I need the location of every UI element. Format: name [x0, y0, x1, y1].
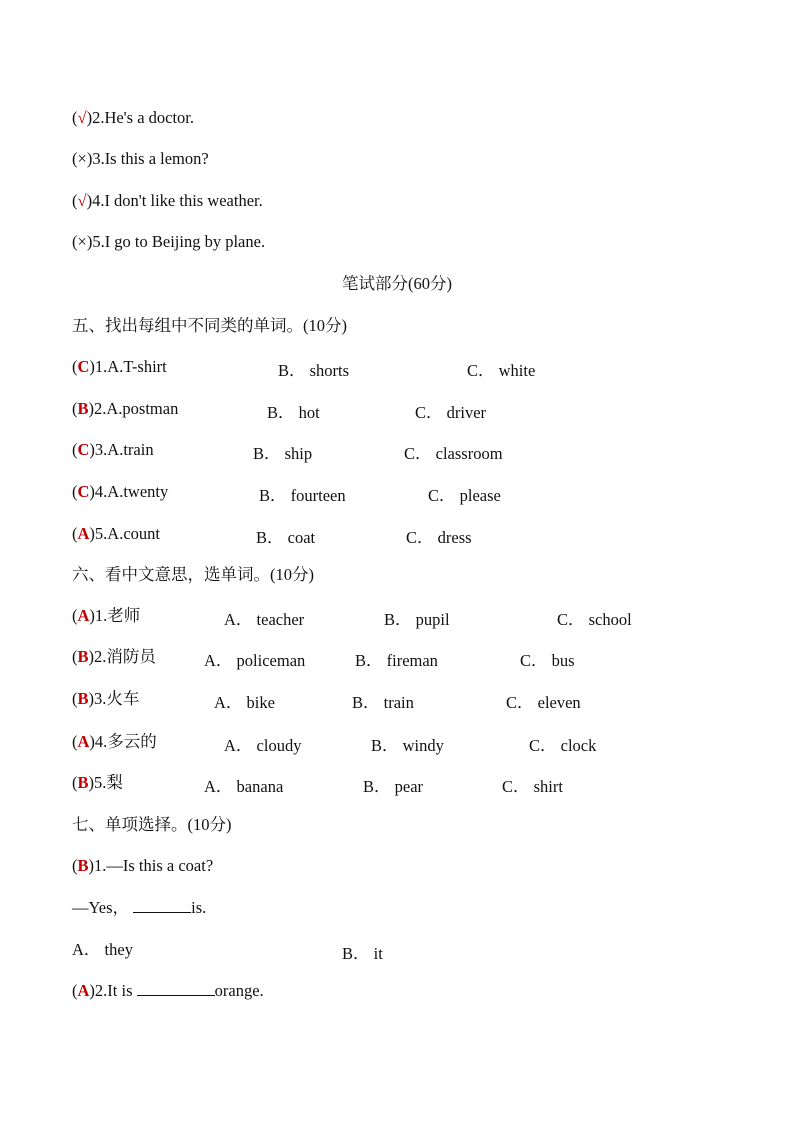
option-c: C． shirt: [502, 777, 563, 796]
option-b: B． fireman: [355, 651, 438, 670]
sec7-item-2: (A)2.It is orange.: [72, 981, 264, 1000]
option-a: A． teacher: [224, 610, 305, 629]
cross-mark: ×: [77, 149, 87, 168]
option-a: A． banana: [204, 777, 284, 796]
sec7-item-1: (B)1.—Is this a coat?: [72, 856, 214, 875]
option-a: A． cloudy: [224, 736, 302, 755]
answer: A: [77, 524, 90, 543]
option-c: C． school: [557, 610, 632, 629]
answer: B: [77, 399, 89, 418]
section-6-title: 六、看中文意思，选单词。(10分): [72, 565, 314, 584]
option-c: C． driver: [415, 403, 487, 422]
sec6-item-3: (B)3.火车: [72, 689, 140, 708]
check-mark: √: [77, 191, 87, 210]
option-a: A． policeman: [204, 651, 306, 670]
judge-item-4: (√)4.I don't like this weather.: [72, 191, 263, 210]
section-7-title: 七、单项选择。(10分): [72, 815, 232, 834]
option-b: B． coat: [256, 528, 316, 547]
answer: A: [77, 981, 90, 1000]
option-b: B． fourteen: [259, 486, 346, 505]
judge-item-3: (×)3.Is this a lemon?: [72, 149, 209, 168]
sec5-item-5: (A)5.A.count: [72, 524, 160, 543]
option-b: B． train: [352, 693, 414, 712]
answer: B: [77, 856, 89, 875]
check-mark: √: [77, 108, 87, 127]
option-b: B． pupil: [384, 610, 450, 629]
sec5-item-2: (B)2.A.postman: [72, 399, 179, 418]
answer: B: [77, 647, 89, 666]
answer: A: [77, 732, 90, 751]
answer: B: [77, 773, 89, 792]
option-c: C． please: [428, 486, 501, 505]
option-c: C． dress: [406, 528, 472, 547]
option-b: B． shorts: [278, 361, 350, 380]
sec7-item-1-option-a: A． they: [72, 940, 133, 959]
section-5-title: 五、找出每组中不同类的单词。(10分): [72, 316, 347, 335]
answer-blank: [133, 898, 191, 913]
answer-blank: [137, 981, 215, 996]
option-c: C． eleven: [506, 693, 581, 712]
option-b: B． ship: [253, 444, 313, 463]
sec5-item-3: (C)3.A.train: [72, 440, 154, 459]
option-c: C． bus: [520, 651, 575, 670]
cross-mark: ×: [77, 232, 87, 251]
answer: A: [77, 606, 90, 625]
written-part-title: 笔试部分(60分): [342, 274, 452, 293]
option-b: B． windy: [371, 736, 444, 755]
sec7-item-1-option-b: B． it: [342, 944, 383, 963]
answer: B: [77, 689, 89, 708]
answer: C: [77, 440, 90, 459]
option-c: C． clock: [529, 736, 597, 755]
sec6-item-1: (A)1.老师: [72, 606, 141, 625]
sec6-item-5: (B)5.梨: [72, 773, 123, 792]
option-c: C． white: [467, 361, 536, 380]
answer: C: [77, 357, 90, 376]
option-a: A． bike: [214, 693, 275, 712]
option-b: B． pear: [363, 777, 424, 796]
sec6-item-4: (A)4.多云的: [72, 732, 157, 751]
answer: C: [77, 482, 90, 501]
option-b: B． hot: [267, 403, 320, 422]
sec6-item-2: (B)2.消防员: [72, 647, 156, 666]
sec7-item-1-reply: —Yes， is.: [72, 898, 207, 917]
sec5-item-4: (C)4.A.twenty: [72, 482, 169, 501]
judge-item-5: (×)5.I go to Beijing by plane.: [72, 232, 266, 251]
option-c: C． classroom: [404, 444, 503, 463]
judge-item-2: (√)2.He's a doctor.: [72, 108, 195, 127]
sec5-item-1: (C)1.A.T-shirt: [72, 357, 167, 376]
